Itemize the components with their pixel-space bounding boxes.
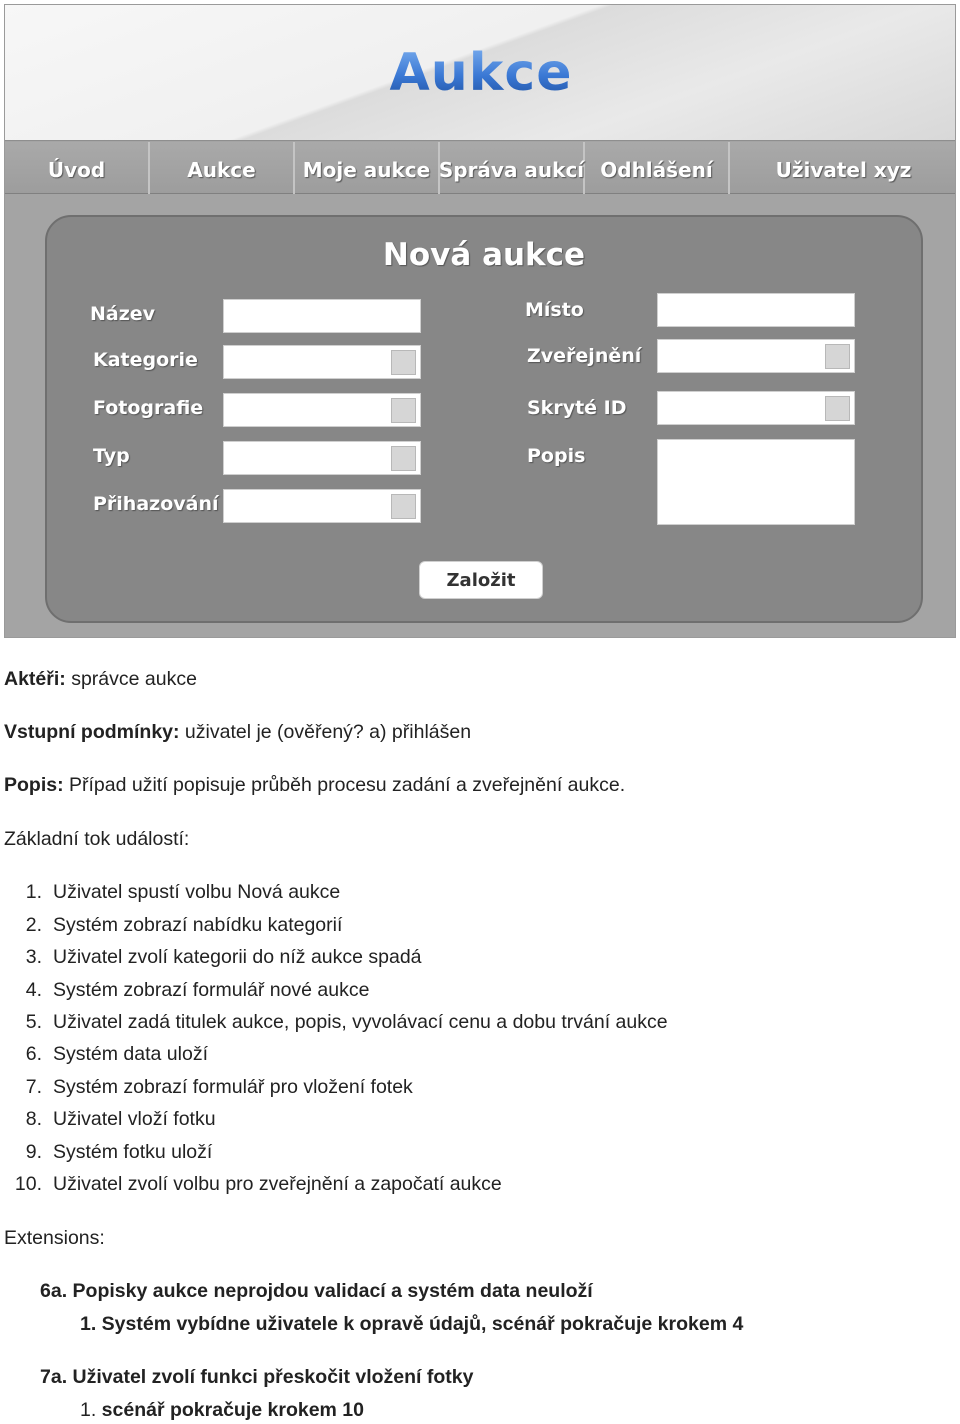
prihazovani-select[interactable] [223, 489, 421, 523]
list-item: 10. Uživatel zvolí volbu pro zveřejnění a započatí aukce [14, 1173, 502, 1195]
description-label: Popis: [4, 774, 64, 796]
list-item: 9. Systém fotku uloží [25, 1141, 213, 1163]
nav-item-moje-aukce[interactable]: Moje aukce [295, 142, 440, 194]
form-title: Nová aukce [382, 237, 586, 273]
basic-flow-heading: Základní tok událostí: [4, 828, 190, 850]
description-line [4, 774, 625, 797]
description-value: Případ užití popisuje průběh procesu zadání a zveřejnění aukce. [63, 774, 626, 796]
nav-item-odhlaseni[interactable]: Odhlášení [585, 142, 730, 194]
actors-value: správce aukce [65, 668, 197, 690]
popis-textarea[interactable] [657, 439, 855, 525]
nav-item-aukce[interactable]: Aukce [150, 142, 295, 194]
preconditions-line [4, 721, 471, 744]
label-fotografie: Fotografie [93, 397, 204, 419]
list-item: 4. Systém zobrazí formulář nové aukce [25, 979, 370, 1001]
label-misto: Místo [525, 299, 584, 321]
preconditions-value: uživatel je (ověřený? a) přihlášen [179, 721, 472, 743]
new-auction-panel [45, 215, 923, 623]
label-kategorie: Kategorie [93, 349, 198, 371]
label-popis: Popis [527, 445, 586, 467]
dropdown-button[interactable] [391, 398, 416, 423]
main-nav [5, 142, 956, 194]
list-item: 2. Systém zobrazí nabídku kategorií [25, 914, 343, 936]
extensions-heading: Extensions: [4, 1227, 105, 1249]
list-item: 5. Uživatel zadá titulek aukce, popis, vyvolávací cenu a dobu trvání aukce [25, 1011, 668, 1033]
actors-line [4, 668, 197, 691]
extension-7a-step: 1. scénář pokračuje krokem 10 [80, 1399, 365, 1421]
zverejneni-select[interactable] [657, 339, 855, 373]
extension-6a-step: 1. Systém vybídne uživatele k opravě údajů, scénář pokračuje krokem 4 [80, 1313, 744, 1335]
list-item: 1. Uživatel spustí volbu Nová aukce [25, 881, 341, 903]
fotografie-select[interactable] [223, 393, 421, 427]
dropdown-button[interactable] [825, 344, 850, 369]
dropdown-button[interactable] [825, 396, 850, 421]
app-header [5, 5, 956, 141]
auction-app-mockup [4, 4, 956, 638]
zalozit-button[interactable]: Založit [419, 561, 543, 599]
skryte-id-select[interactable] [657, 391, 855, 425]
list-item: 8. Uživatel vloží fotku [25, 1108, 216, 1130]
nav-item-sprava-aukci[interactable]: Správa aukcí [440, 142, 585, 194]
extension-7a: 7a. Uživatel zvolí funkci přeskočit vložení fotky [40, 1366, 474, 1388]
dropdown-button[interactable] [391, 446, 416, 471]
kategorie-select[interactable] [223, 345, 421, 379]
typ-select[interactable] [223, 441, 421, 475]
actors-label: Aktéři: [4, 668, 66, 690]
label-skryte-id: Skryté ID [527, 397, 627, 419]
list-item: 6. Systém data uloží [25, 1043, 208, 1065]
app-logo: Aukce [5, 43, 956, 103]
preconditions-label: Vstupní podmínky: [4, 721, 180, 743]
list-item: 7. Systém zobrazí formulář pro vložení fotek [25, 1076, 413, 1098]
label-typ: Typ [93, 445, 130, 467]
dropdown-button[interactable] [391, 494, 416, 519]
dropdown-button[interactable] [391, 350, 416, 375]
nazev-input[interactable] [223, 299, 421, 333]
list-item: 3. Uživatel zvolí kategorii do níž aukce spadá [25, 946, 422, 968]
label-zverejneni: Zveřejnění [527, 345, 642, 367]
label-nazev: Název [90, 303, 156, 325]
misto-input[interactable] [657, 293, 855, 327]
nav-item-user[interactable]: Uživatel xyz [775, 158, 912, 182]
nav-item-uvod[interactable]: Úvod [5, 142, 150, 194]
label-prihazovani: Přihazování [93, 493, 219, 515]
extension-6a: 6a. Popisky aukce neprojdou validací a systém data neuloží [40, 1280, 593, 1302]
